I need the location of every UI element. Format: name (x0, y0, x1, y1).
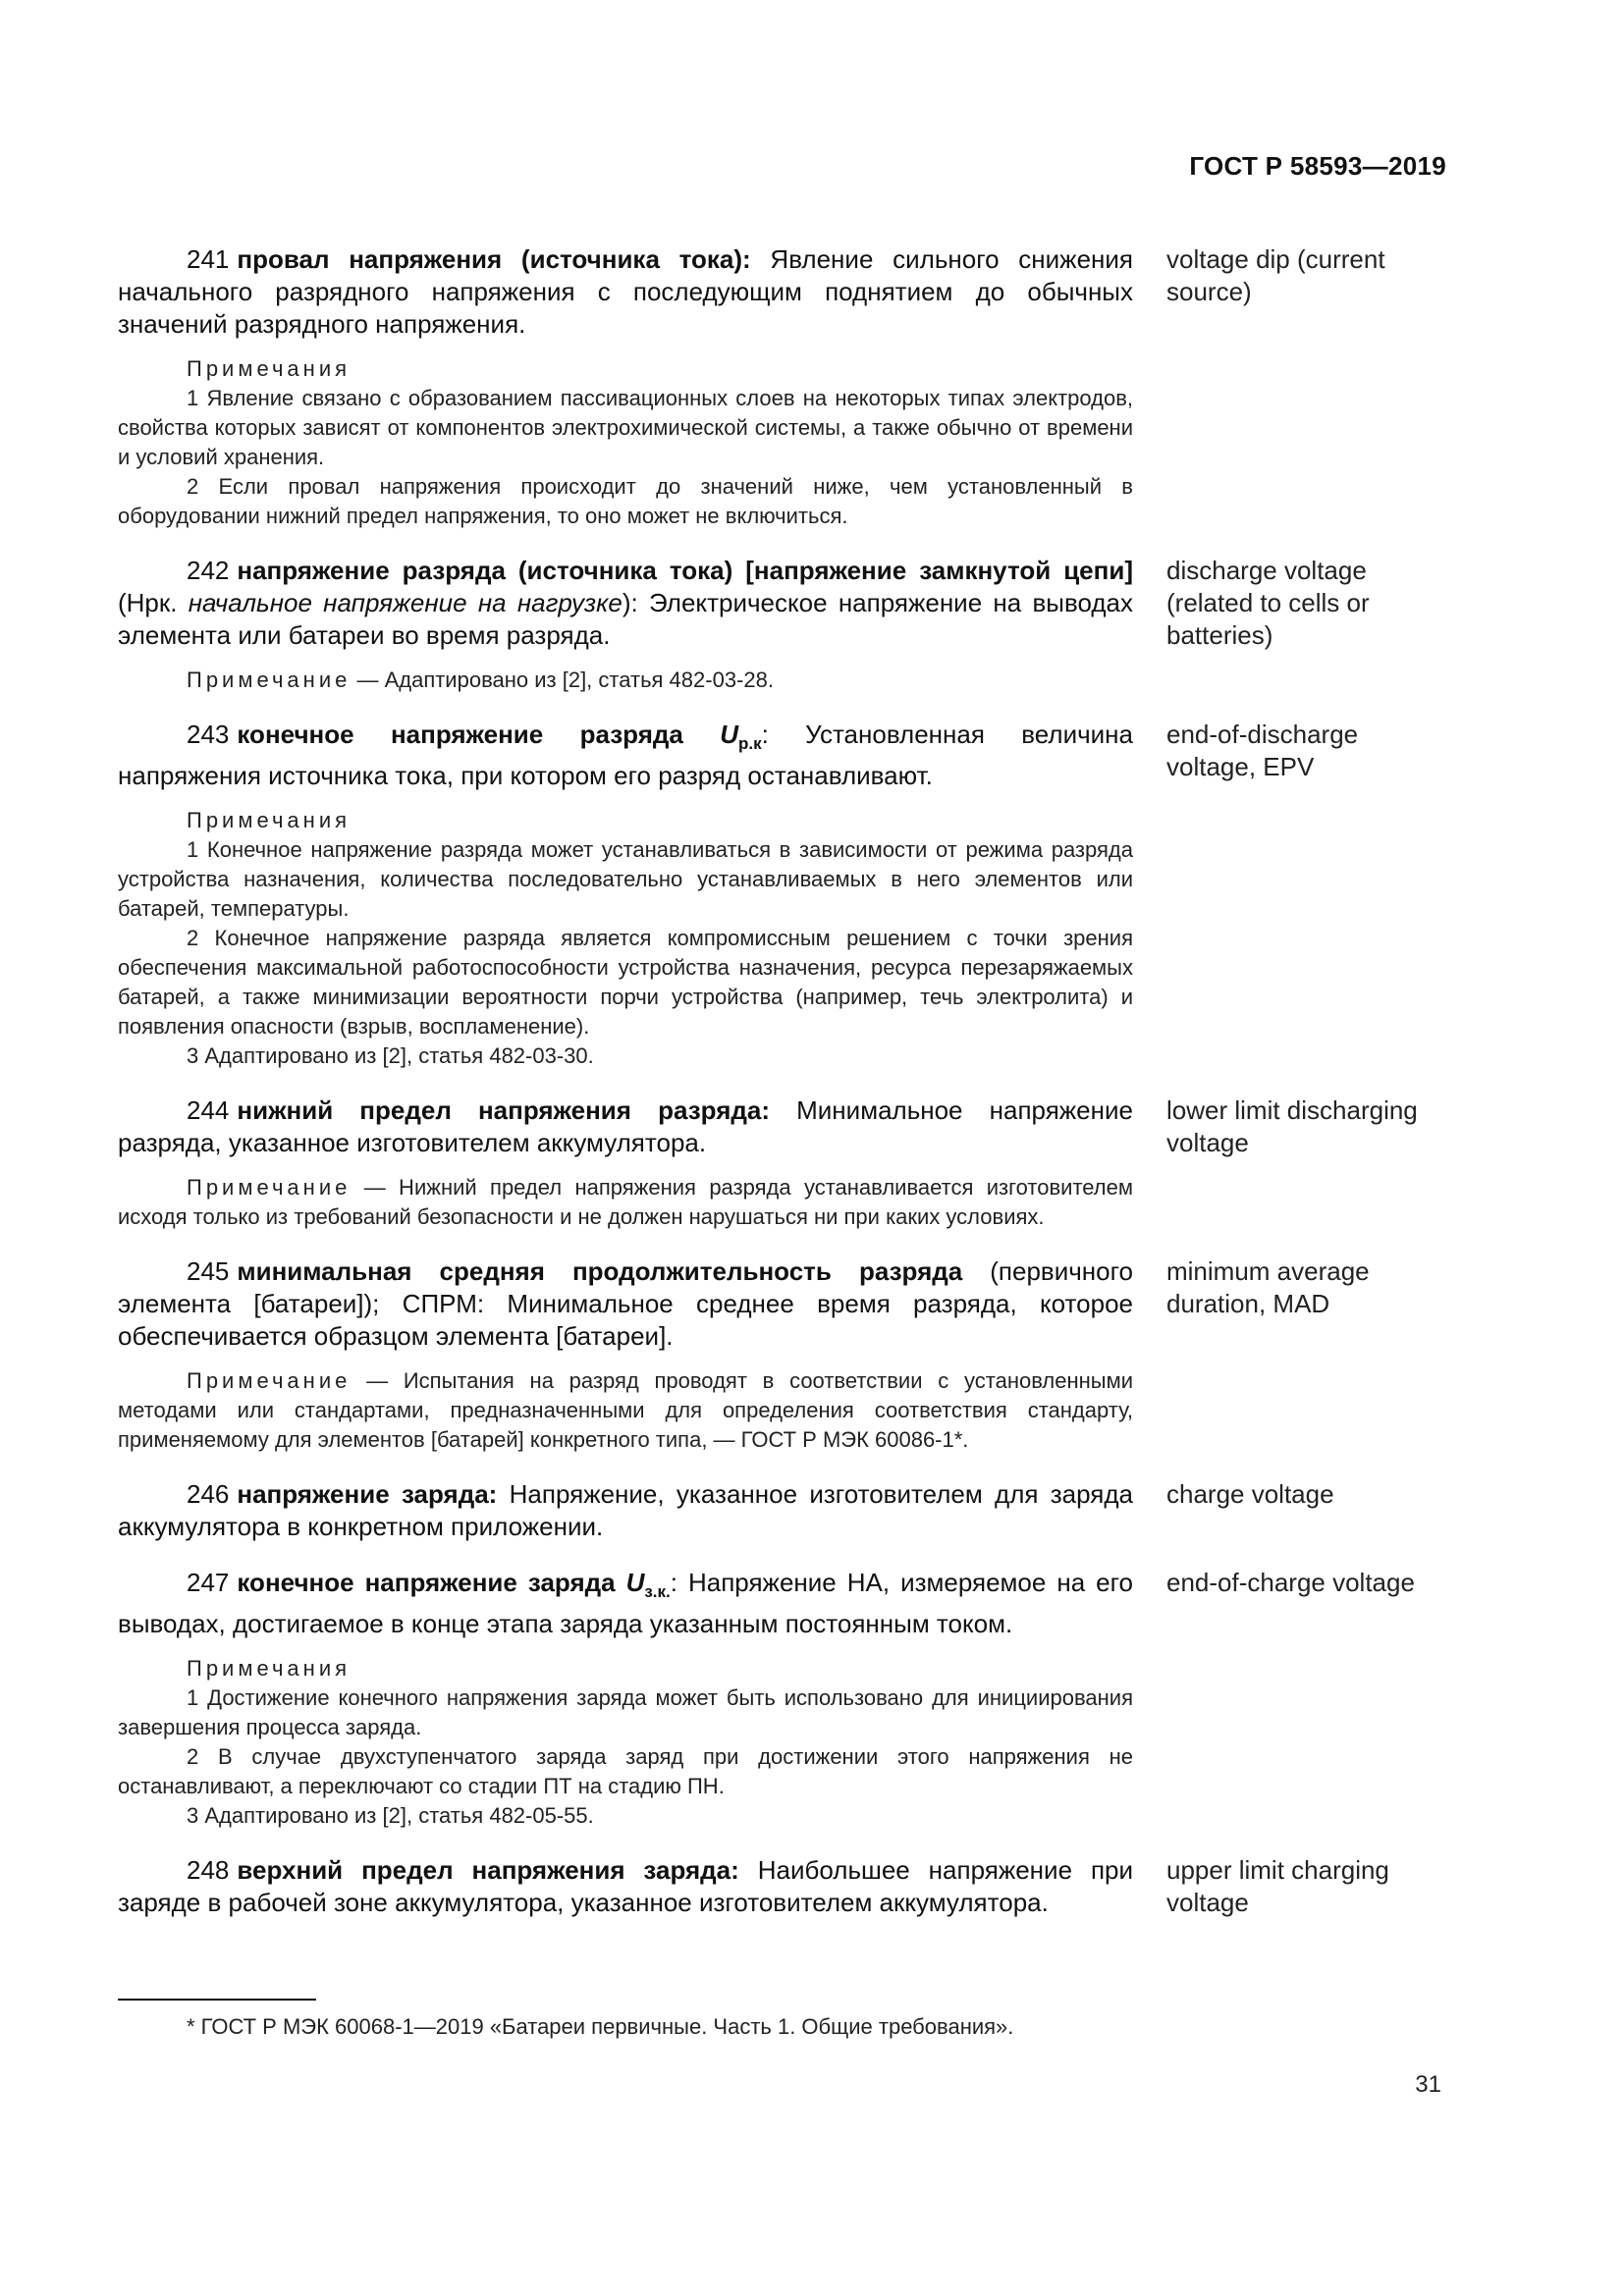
note-text: — Адаптировано из [2], статья 482-03-28. (351, 667, 774, 692)
standard-code: ГОСТ Р 58593—2019 (1189, 151, 1446, 181)
term-number: 243 (187, 720, 230, 749)
note-242 (118, 666, 1133, 695)
term-entry-248 (118, 1854, 1453, 1919)
term-number: 244 (187, 1095, 230, 1126)
term-definition (118, 1567, 1133, 1640)
note-item: 2 Если провал напряжения происходит до значений ниже, чем установленный в оборудовании нижний предел напряжения, то оно может не включиться. (118, 474, 1133, 528)
note-item: 3 Адаптировано из [2], статья 482-03-30. (187, 1043, 594, 1069)
document-body (118, 243, 1453, 1919)
definition-text: Наибольшее напряжение при заряде в рабочей зоне аккумулятора, указанное изготовителем аккумулятора. (118, 1855, 1134, 1918)
deprecated-term: начальное напряжение на нагрузке (188, 588, 623, 617)
term-definition (118, 243, 1133, 341)
term-number: 241 (187, 244, 230, 274)
term-name: напряжение разряда (источника тока) [напряжение замкнутой цепи] (237, 556, 1133, 585)
term-name: нижний предел напряжения разряда: (237, 1095, 770, 1126)
note-item: 2 Конечное напряжение разряда является компромиссным решением с точки зрения обеспечения максимальной работоспособности устройства назначения, ресурса перезаряжаемых батарей, а также минимизации вероятности порчи устройства (например, течь электролита) и появления опасности (взрыв, воспламенение). (118, 926, 1133, 1040)
english-equivalent: end-of-discharge voltage, EPV (1166, 720, 1359, 781)
note-245 (118, 1366, 1133, 1455)
notes-heading: Примечания (187, 808, 352, 833)
note-244 (118, 1173, 1133, 1232)
notes-heading: Примечания (187, 1656, 352, 1682)
definition-text: : Напряжение НА, измеряемое на его выводах, достигаемое в конце этапа заряда указанным постоянным током. (118, 1568, 1133, 1639)
note-item: 1 Достижение конечного напряжения заряда может быть использовано для инициирования завершения процесса заряда. (118, 1685, 1133, 1740)
term-number: 242 (187, 556, 230, 585)
term-entry-245 (118, 1255, 1453, 1353)
definition-text: Напряжение, указанное изготовителем для заряда аккумулятора в конкретном приложении. (118, 1479, 1133, 1542)
english-equivalent: minimum average duration, MAD (1166, 1256, 1370, 1319)
note-item: 3 Адаптировано из [2], статья 482-05-55. (187, 1803, 594, 1829)
definition-text: : Установленная величина напряжения источника тока, при котором его разряд останавливают. (118, 720, 1133, 791)
term-number: 248 (187, 1855, 230, 1886)
term-name: конечное напряжение заряда (237, 1568, 616, 1598)
footnote-rule (118, 1999, 316, 2001)
term-symbol (720, 720, 762, 754)
term-name: конечное напряжение разряда (237, 720, 683, 749)
page-number: 31 (1415, 2071, 1441, 2098)
symbol-subscript: р.к (737, 734, 762, 754)
term-entry-247 (118, 1567, 1453, 1640)
footnote: * ГОСТ Р МЭК 60068-1—2019 «Батареи первичные. Часть 1. Общие требования». (187, 2014, 1014, 2039)
term-definition (118, 1095, 1133, 1159)
notes-241 (118, 354, 1133, 531)
english-equivalent: lower limit discharging voltage (1166, 1095, 1418, 1158)
notes-247 (118, 1654, 1133, 1831)
note-item: 1 Явление связано с образованием пассивационных слоев на некоторых типах электродов, свойства которых зависят от компонентов электрохимической системы, а также обычно от времени и условий хранения. (118, 386, 1133, 469)
term-entry-246 (118, 1478, 1453, 1543)
note-item: 2 В случае двухступенчатого заряда заряд при достижении этого напряжения не останавливают, а переключают со стадии ПТ на стадию ПН. (118, 1744, 1133, 1799)
term-definition (118, 555, 1133, 652)
term-definition (118, 1854, 1133, 1919)
term-name: напряжение заряда: (237, 1479, 498, 1510)
notes-243 (118, 806, 1133, 1071)
english-equivalent: charge voltage (1166, 1479, 1334, 1510)
term-number: 246 (187, 1479, 230, 1510)
term-definition (118, 719, 1133, 792)
term-number: 247 (187, 1568, 230, 1598)
term-name: провал напряжения (источника тока): (237, 244, 751, 274)
notes-heading: Примечания (187, 356, 352, 381)
definition-text: Минимальное напряжение разряда, указанное изготовителем аккумулятора. (118, 1095, 1133, 1158)
term-entry-241 (118, 243, 1453, 341)
note-item: 1 Конечное напряжение разряда может устанавливаться в зависимости от режима разряда устройства назначения, количества последовательно устанавливаемых в него элементов или батарей, температуры. (118, 837, 1133, 922)
deprecated-prefix: (Нрк. (118, 588, 189, 617)
term-definition (118, 1478, 1133, 1543)
definition-text: ): Электрическое напряжение на выводах элемента или батареи во время разряда. (118, 588, 1133, 650)
symbol-subscript: з.к. (644, 1582, 671, 1602)
note-label: Примечание (187, 1368, 352, 1394)
english-equivalent: end-of-charge voltage (1166, 1568, 1415, 1598)
term-symbol (625, 1568, 671, 1602)
symbol-letter: U (720, 720, 738, 749)
definition-text: (первичного элемента [батареи]); СПРМ: Минимальное среднее время разряда, которое обеспечивается образцом элемента [батареи]. (118, 1256, 1133, 1352)
term-number: 245 (187, 1256, 230, 1287)
term-entry-244 (118, 1095, 1453, 1159)
note-text: — Испытания на разряд проводят в соответствии с установленными методами или стандартами, предназначенными для определения соответствия стандарту, применяемому для элементов [батарей] конкретного типа, — ГОСТ Р МЭК 60086-1*. (118, 1368, 1133, 1453)
english-equivalent: voltage dip (current source) (1166, 244, 1385, 306)
symbol-letter: U (625, 1568, 645, 1598)
definition-text: Явление сильного снижения начального разрядного напряжения с последующим поднятием до обычных значений разрядного напряжения. (118, 244, 1133, 339)
term-definition (118, 1255, 1133, 1353)
note-text: — Нижний предел напряжения разряда устанавливается изготовителем исходя только из требований безопасности и не должен нарушаться ни при каких условиях. (118, 1175, 1133, 1230)
term-entry-243 (118, 719, 1453, 792)
term-name: верхний предел напряжения заряда: (237, 1855, 739, 1886)
english-equivalent: upper limit charging voltage (1166, 1855, 1389, 1918)
english-equivalent: discharge voltage (related to cells or batteries) (1166, 556, 1370, 650)
note-label: Примечание (187, 1175, 352, 1201)
term-entry-242 (118, 555, 1453, 652)
term-name: минимальная средняя продолжительность разряда (237, 1256, 963, 1287)
note-label: Примечание (187, 667, 352, 692)
